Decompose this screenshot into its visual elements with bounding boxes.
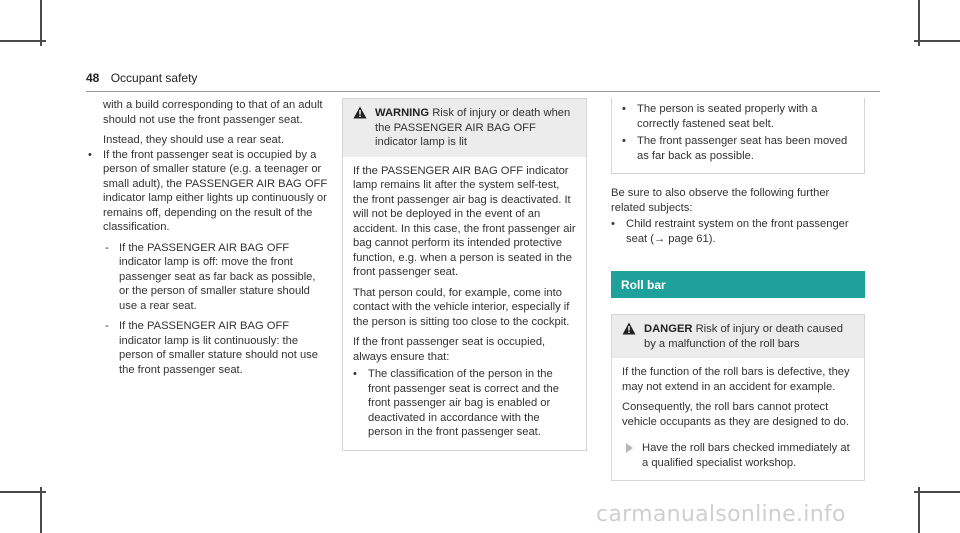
warning-title <box>353 106 576 150</box>
page-number: 48 <box>86 71 100 85</box>
warning-triangle-icon <box>353 106 367 119</box>
warning-label: WARNING <box>375 107 430 119</box>
danger-paragraph: Consequently, the roll bars cannot protect vehicle occupants as they are designed to do. <box>622 401 850 428</box>
crop-mark <box>0 40 46 42</box>
column-2 <box>342 98 587 451</box>
crop-mark <box>914 40 960 42</box>
watermark: carmanualsonline.info <box>596 502 846 527</box>
danger-title <box>622 322 854 351</box>
list-item <box>622 134 854 163</box>
warning-triangle-icon <box>622 322 636 335</box>
bullet: • <box>622 103 626 115</box>
intro-text: with a build corresponding to that of an adult should not use the front passenger seat. <box>103 99 323 126</box>
instead-text: Instead, they should use a rear seat. <box>103 134 284 146</box>
section-title-bar <box>611 271 865 298</box>
dash-marker: - <box>105 241 109 254</box>
page-header <box>86 71 197 85</box>
warning-paragraph: That person could, for example, come into contact with the vehicle interior, especially if the person is sitting too close to the cockpit. <box>353 286 570 328</box>
danger-paragraph: If the function of the roll bars is defective, they may not extend in an accident for example. <box>622 366 850 393</box>
action-text: Have the roll bars checked immediately at a qualified specialist workshop. <box>642 442 850 469</box>
danger-title-text: Risk of injury or death caused by a malfunction of the roll bars <box>644 323 843 350</box>
action-item <box>622 441 854 470</box>
warning-paragraph: If the PASSENGER AIR BAG OFF indicator lamp remains lit after the system self-test, the front passenger air bag is deactivated. It will not be deployed in the event of an accident. In this case, the front passenger air bag cannot perform its intended protective function, e.g. when a person is seated in the front passenger seat. <box>353 164 576 278</box>
danger-body <box>612 358 864 480</box>
warning-paragraph: If the front passenger seat is occupied, always ensure that: <box>353 336 546 363</box>
danger-box <box>611 314 865 481</box>
crop-mark <box>0 491 46 493</box>
warning-box <box>342 98 587 451</box>
column-1 <box>88 98 328 377</box>
list-item <box>622 102 854 131</box>
list-item <box>103 319 328 377</box>
warning-title-text: Risk of injury or death when the PASSENGER AIR BAG OFF indicator lamp is lit <box>375 107 571 148</box>
action-arrow-icon <box>626 443 633 453</box>
chapter-title: Occupant safety <box>110 71 198 85</box>
bullet: • <box>622 135 626 147</box>
list-item <box>611 217 865 246</box>
warning-header <box>343 99 586 157</box>
bullet-text: If the front passenger seat is occupied by a person of smaller stature (e.g. a teenager or small adult), the PASSENGER AIR BAG OFF indicator lamp either lights up continuously or remains off, depending on the result of the classification. <box>103 148 328 233</box>
list-item <box>353 367 576 440</box>
crop-mark <box>918 487 920 533</box>
list-item <box>103 241 328 314</box>
header-rule <box>86 91 880 92</box>
dash-text: If the PASSENGER AIR BAG OFF indicator lamp is off: move the front passenger seat as far back as possible, or the person of smaller stature should use a rear seat. <box>119 241 316 312</box>
dash-marker: - <box>105 320 109 332</box>
danger-header <box>612 315 864 358</box>
section-title: Roll bar <box>621 278 666 292</box>
see-also-text: Be sure to also observe the following further related subjects: <box>611 187 830 214</box>
warning-box-continued <box>611 98 865 174</box>
bullet: • <box>88 148 92 161</box>
bullet: • <box>611 218 615 230</box>
danger-label: DANGER <box>644 323 693 335</box>
crop-mark <box>914 491 960 493</box>
cross-reference-link[interactable]: Child restraint system on the front passenger seat (→ page 61). <box>626 218 849 245</box>
column-3 <box>611 98 865 481</box>
bullet-text: The classification of the person in the front passenger seat is correct and the front passenger air bag is enabled or deactivated in accordance with the person in the front passenger seat. <box>368 368 559 438</box>
crop-mark <box>40 487 42 533</box>
bullet-text: The person is seated properly with a correctly fastened seat belt. <box>637 103 818 130</box>
bullet: • <box>353 368 357 380</box>
list-item <box>88 148 328 235</box>
bullet-text: The front passenger seat has been moved as far back as possible. <box>637 135 848 162</box>
warning-body <box>343 157 586 450</box>
dash-text: If the PASSENGER AIR BAG OFF indicator lamp is lit continuously: the person of smaller stature should not use the front passenger seat. <box>119 320 318 376</box>
